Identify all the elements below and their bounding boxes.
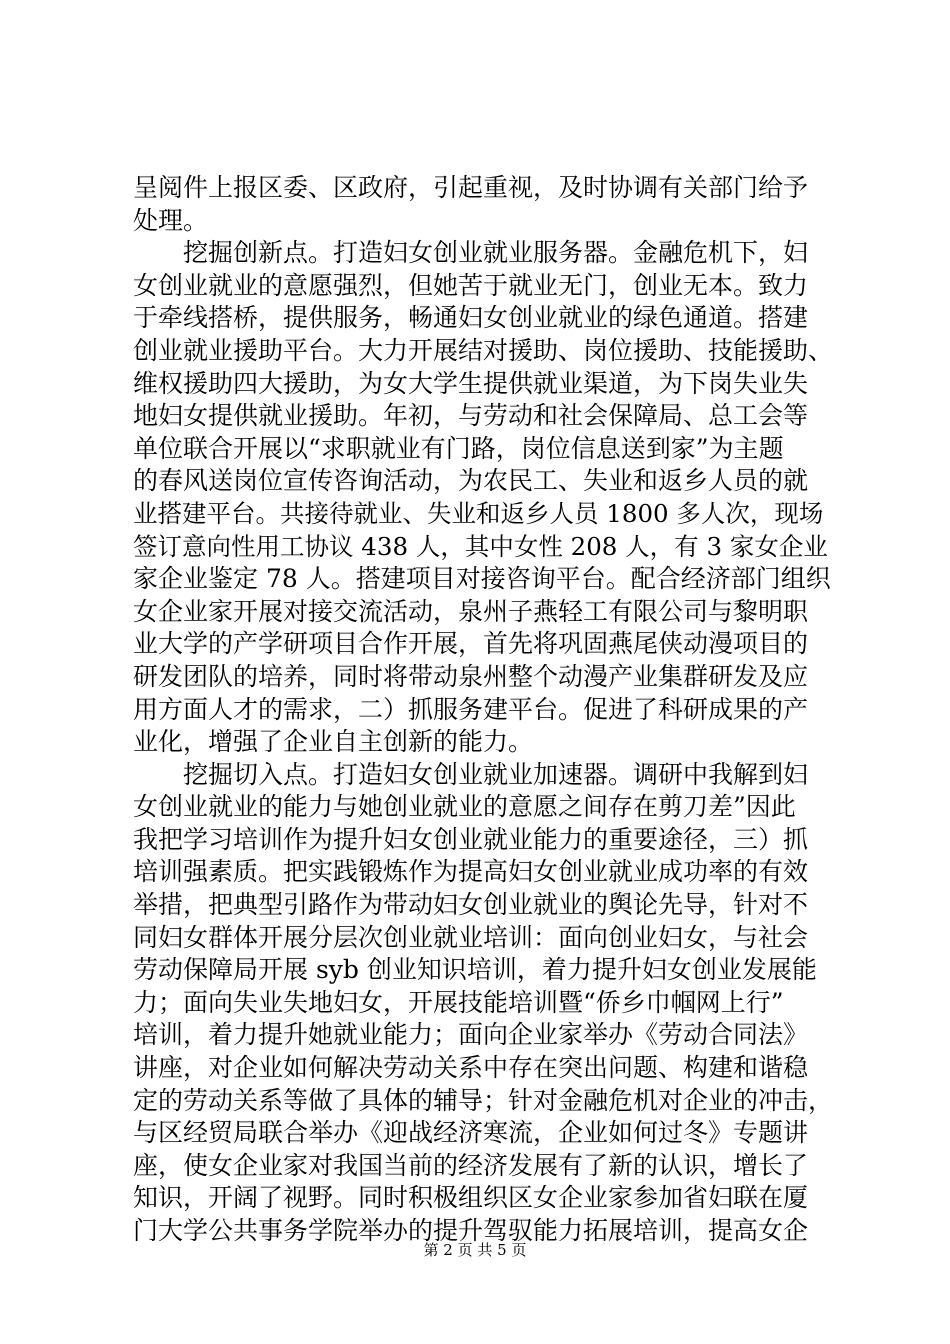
text-line: 挖掘创新点。打造妇女创业就业服务器。金融危机下，妇: [183, 238, 809, 268]
text-line: 挖掘切入点。打造妇女创业就业加速器。调研中我解到妇: [183, 759, 809, 789]
text-line: 举措，把典型引路作为带动妇女创业就业的舆论先导，针对不: [133, 890, 809, 920]
text-line: 创业就业援助平台。大力开展结对援助、岗位援助、技能援助、: [133, 335, 834, 365]
text-line: 座，使女企业家对我国当前的经济发展有了新的认识，增长了: [133, 1150, 809, 1180]
text-line: 的春风送岗位宣传咨询活动，为农民工、失业和返乡人员的就: [133, 466, 809, 496]
text-line: 女创业就业的能力与她创业就业的意愿之间存在剪刀差”因此: [133, 792, 796, 822]
text-line: 地妇女提供就业援助。年初，与劳动和社会保障局、总工会等: [133, 401, 809, 431]
text-line: 讲座，对企业如何解决劳动关系中存在突出问题、构建和谐稳: [133, 1053, 809, 1083]
text-line: 劳动保障局开展 syb 创业知识培训，着力提升妇女创业发展能: [133, 955, 817, 985]
text-line: 与区经贸局联合举办《迎战经济寒流，企业如何过冬》专题讲: [133, 1118, 809, 1148]
text-line: 培训，着力提升她就业能力；面向企业家举办《劳动合同法》: [133, 1020, 809, 1050]
text-line: 家企业鉴定 78 人。搭建项目对接咨询平台。配合经济部门组织: [133, 564, 831, 594]
text-line: 同妇女群体开展分层次创业就业培训：面向创业妇女，与社会: [133, 922, 809, 952]
text-line: 业化，增强了企业自主创新的能力。: [133, 727, 534, 757]
text-line: 门大学公共事务学院举办的提升驾驭能力拓展培训，提高女企: [133, 1216, 809, 1245]
document-body: [133, 172, 833, 1248]
text-line: 定的劳动关系等做了具体的辅导；针对金融危机对企业的冲击，: [133, 1085, 834, 1115]
text-line: 维权援助四大援助，为女大学生提供就业渠道，为下岗失业失: [133, 368, 809, 398]
text-line: 用方面人才的需求，二）抓服务建平台。促进了科研成果的产: [133, 694, 809, 724]
text-line: 签订意向性用工协议 438 人，其中女性 208 人，有 3 家女企业: [133, 531, 828, 561]
text-line: 呈阅件上报区委、区政府，引起重视，及时协调有关部门给予: [133, 173, 809, 202]
text-line: 研发团队的培养，同时将带动泉州整个动漫产业集群研发及应: [133, 661, 809, 691]
text-line: 力；面向失业失地妇女，开展技能培训暨“侨乡巾帼网上行”: [133, 987, 784, 1017]
text-line: 女企业家开展对接交流活动，泉州子燕轻工有限公司与黎明职: [133, 596, 809, 626]
text-line: 培训强素质。把实践锻炼作为提高妇女创业就业成功率的有效: [133, 857, 809, 887]
page-footer: 第 2 页 共 5 页: [423, 1241, 527, 1259]
text-line: 业大学的产学研项目合作开展，首先将巩固燕尾侠动漫项目的: [133, 629, 809, 659]
text-line: 我把学习培训作为提升妇女创业就业能力的重要途径，三）抓: [133, 824, 809, 854]
text-line: 于牵线搭桥，提供服务，畅通妇女创业就业的绿色通道。搭建: [133, 303, 809, 333]
text-line: 知识，开阔了视野。同时积极组织区女企业家参加省妇联在厦: [133, 1183, 809, 1213]
text-line: 处理。: [133, 205, 209, 235]
text-line: 业搭建平台。共接待就业、失业和返乡人员 1800 多人次，现场: [133, 498, 824, 528]
text-line: 女创业就业的意愿强烈，但她苦于就业无门，创业无本。致力: [133, 270, 809, 300]
text-line: 单位联合开展以“求职就业有门路，岗位信息送到家”为主题: [133, 433, 784, 463]
